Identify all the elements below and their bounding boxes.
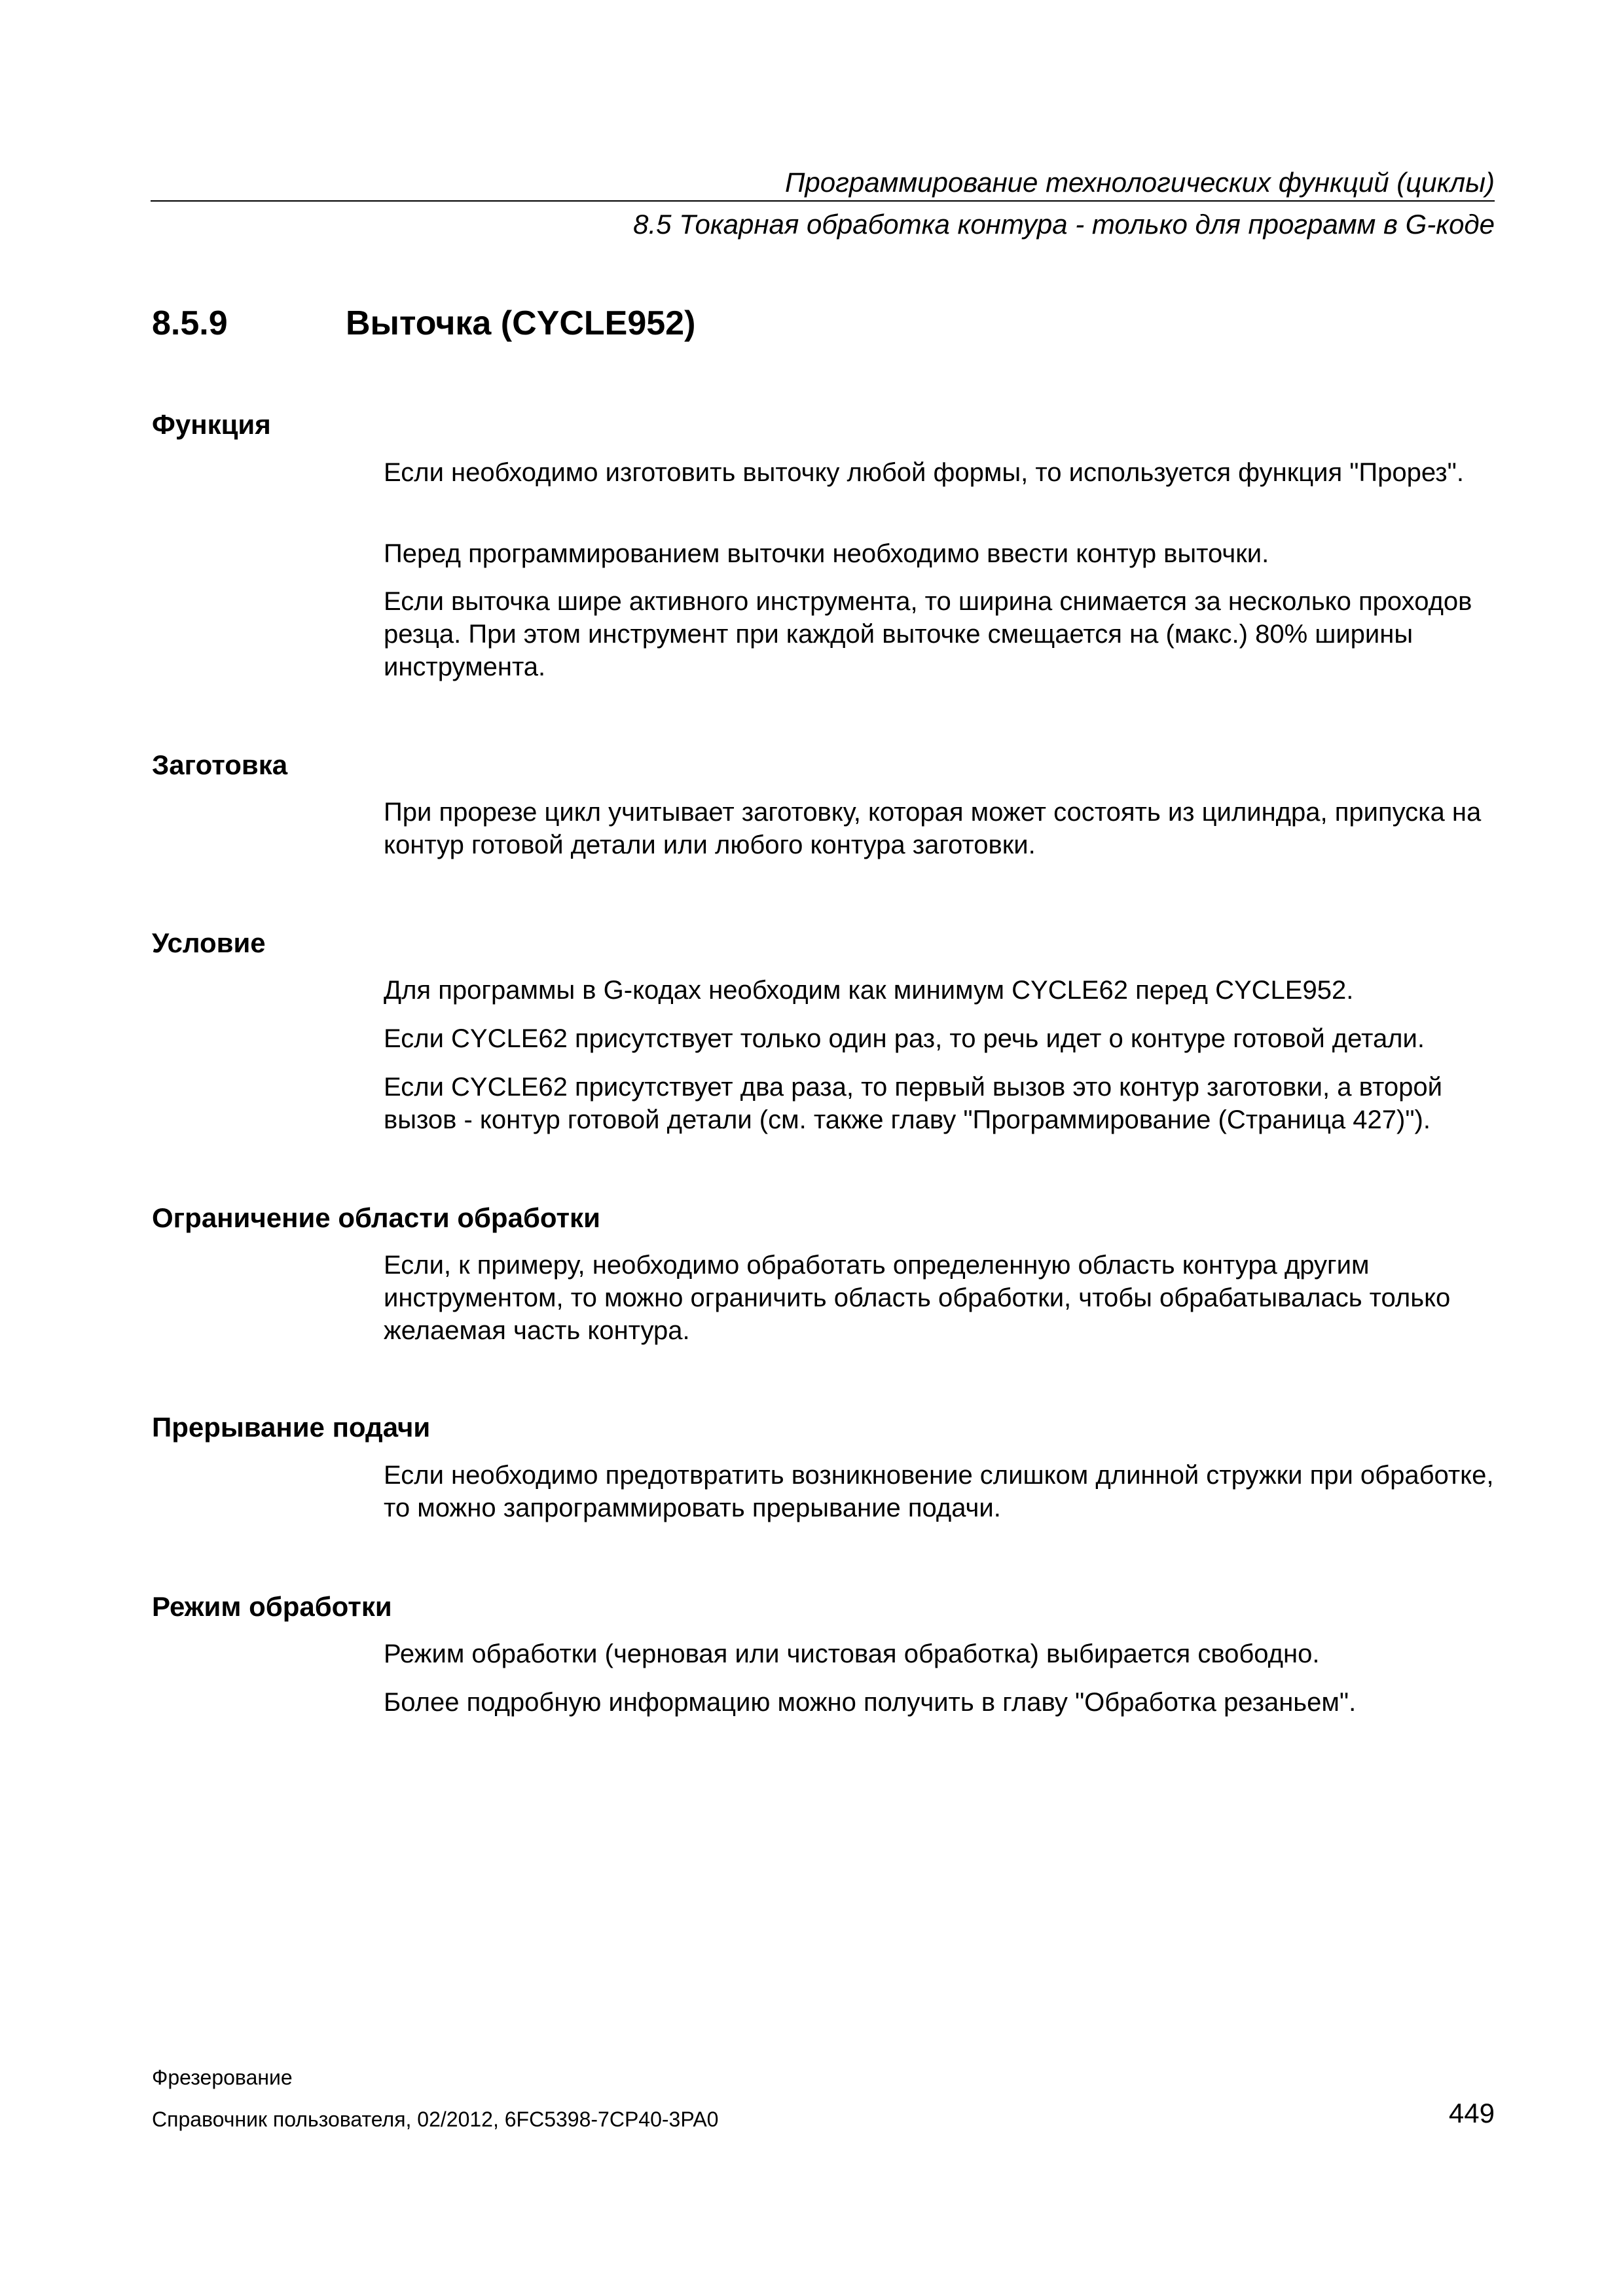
paragraph-function-2: Перед программированием выточки необходимо ввести контур выточки. bbox=[384, 539, 1269, 568]
subheading-machining-mode: Режим обработки bbox=[152, 1591, 392, 1622]
footer-document-info: Справочник пользователя, 02/2012, 6FC5398-7CP40-3PA0 bbox=[152, 2108, 719, 2131]
paragraph-condition-2: Если CYCLE62 присутствует только один раз, то речь идет о контуре готовой детали. bbox=[384, 1024, 1425, 1053]
paragraph-function-1: Если необходимо изготовить выточку любой формы, то используется функция "Прорез". bbox=[384, 458, 1464, 487]
paragraph-function-3: Если выточка шире активного инструмента, то ширина снимается за несколько проходов резца. При этом инструмент при каждой выточке смещается на (макс.) 80% ширины инструмента. bbox=[384, 587, 1472, 681]
subheading-area-limit: Ограничение области обработки bbox=[152, 1202, 600, 1233]
subheading-condition: Условие bbox=[152, 927, 266, 958]
subheading-function: Функция bbox=[152, 409, 271, 440]
paragraph-condition-1: Для программы в G-кодах необходим как минимум CYCLE62 перед CYCLE952. bbox=[384, 976, 1354, 1005]
section-title bbox=[152, 306, 695, 340]
paragraph-area-limit-1: Если, к примеру, необходимо обработать определенную область контура другим инструментом, то можно ограничить область обработки, чтобы обрабатывалась только желаемая часть контура. bbox=[384, 1251, 1451, 1345]
section-number: 8.5.9 bbox=[152, 304, 228, 342]
section-title-text: Выточка (CYCLE952) bbox=[346, 304, 696, 342]
paragraph-machining-mode-2: Более подробную информацию можно получить в главу "Обработка резаньем". bbox=[384, 1688, 1357, 1717]
subheading-feed-interrupt: Прерывание подачи bbox=[152, 1412, 431, 1443]
running-header-chapter: Программирование технологических функций (циклы) bbox=[784, 167, 1495, 198]
subheading-blank: Заготовка bbox=[152, 749, 288, 780]
paragraph-machining-mode-1: Режим обработки (черновая или чистовая обработка) выбирается свободно. bbox=[384, 1640, 1320, 1668]
paragraph-blank-1: При прорезе цикл учитывает заготовку, которая может состоять из цилиндра, припуска на контур готовой детали или любого контура заготовки. bbox=[384, 798, 1482, 859]
running-header-section: 8.5 Токарная обработка контура - только для программ в G-коде bbox=[633, 209, 1495, 240]
paragraph-condition-3: Если CYCLE62 присутствует два раза, то первый вызов это контур заготовки, а второй вызов - контур готовой детали (см. также главу "Программирование (Страница 427)"). bbox=[384, 1073, 1442, 1134]
footer-product: Фрезерование bbox=[152, 2066, 293, 2089]
paragraph-feed-interrupt-1: Если необходимо предотвратить возникновение слишком длинной стружки при обработке, то можно запрограммировать прерывание подачи. bbox=[384, 1461, 1494, 1522]
page-number: 449 bbox=[1448, 2098, 1495, 2128]
header-rule bbox=[151, 200, 1495, 202]
